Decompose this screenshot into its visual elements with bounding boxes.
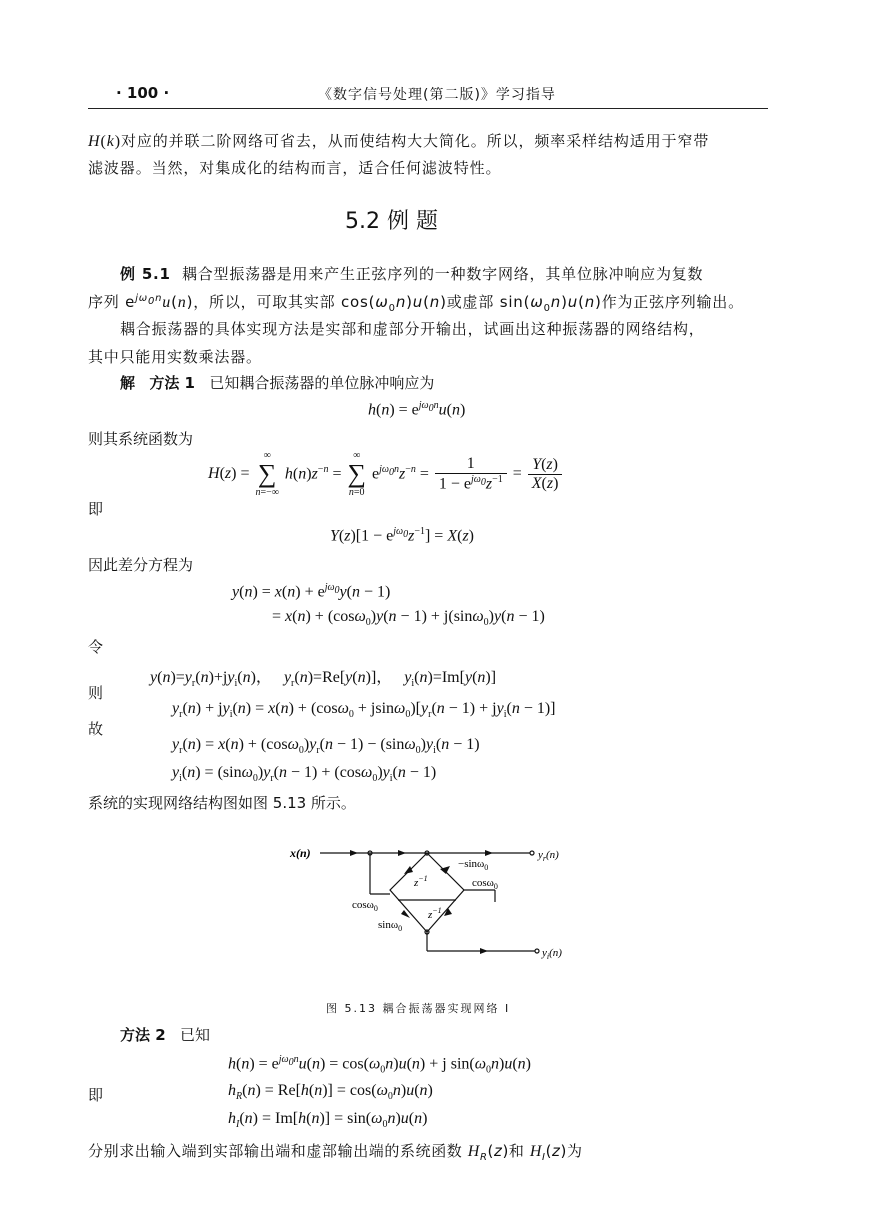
label-xn: x(n) [290,846,311,860]
label-yi: $y_i(n)$ [542,947,562,961]
method1-label: 方法 1 [149,374,195,392]
example-line-2: 序列 $e^{j\omega_0n}u(n)$，所以，可取其实部 $\cos(\omega_0n)u(n)$或虚部 $\sin(\omega_0n)u(n)$作为正弦序列输出。 [88,293,744,314]
final-line: 分别求出输入端到实部输出端和虚部输出端的系统函数 $H_R(z)$和 $H_I(z)$为 [88,1142,583,1163]
method1-text: 已知耦合振荡器的单位脉冲响应为 [209,374,435,392]
diff-text: 因此差分方程为 [88,556,194,574]
yi-output-node [535,949,539,953]
label-cos-right: cosω$_0$ [472,877,498,891]
eq-m2-hi: $h_I(n) = Im[h(n)] = \sin(\omega_0n)u(n)$ [228,1110,428,1131]
intro-line-2: 滤波器。当然，对集成化的结构而言，适合任何滤波特性。 [88,159,502,177]
ling: 令 [88,638,104,656]
example-line-1 [120,263,703,284]
label-zinv-bottom: $z^{-1}$ [428,906,442,921]
method2-line [120,1024,210,1045]
gu: 故 [88,720,104,738]
eq-m2-hr: $h_R(n) = Re[h(n)] = \cos(\omega_0n)u(n)$ [228,1082,433,1103]
section-title: 5.2 例 题 [345,209,438,234]
yr-output-node [530,851,534,855]
solution-label: 解 [120,374,136,392]
example-text-1: 耦合型振荡器是用来产生正弦序列的一种数字网络，其单位脉冲响应为复数 [181,265,704,283]
method2-label: 方法 2 [120,1026,166,1044]
arrow-yi [480,948,488,954]
eq-impulse: $h(n) = e^{j\omega_0n}u(n)$ [368,400,466,419]
eq-let: $y(n)=y_r(n)+jy_i(n)$， $y_r(n)=Re[y(n)]$， $y_i(n)=Im[y(n)]$ [150,669,497,690]
label-sin-left: sinω$_0$ [378,919,403,933]
solution-line [120,372,434,393]
intro-line-1: H(k)对应的并联二阶网络可省去，从而使结构大大简化。所以，频率采样结构适用于窄带 [88,132,710,150]
eq-diff-2: = x(n) + (cosω$_0$)y(n − 1) + j(sinω$_0$)y(n − 1) [272,608,545,629]
ze: 则 [88,684,104,702]
label-cos-left: cosω$_0$ [352,899,378,913]
eq-then: $y_r(n) + jy_i(n) = x(n) + (\cos\omega_0 + jsin\omega_0)[y_r(n - 1) + jy_i(n - 1)]$ [172,700,556,721]
eq-yz: $Y(z)[1 - e^{j\omega_0}z^{-1}] = X(z)$ [330,526,474,545]
figure-network-diagram [280,836,580,966]
arrow-input [350,850,358,856]
eq-m2-h: $h(n) = e^{j\omega_0n}u(n) = \cos(\omega_0n)u(n) + j$ $\sin(\omega_0n)u(n)$ [228,1054,531,1076]
header-rule [88,108,768,109]
ji-2: 即 [88,1086,104,1104]
page-number: · 100 · [116,84,170,102]
diamond-lattice [390,853,464,932]
sysfunc-text: 则其系统函数为 [88,430,194,448]
arrow-diag-1 [404,866,413,874]
ji-1: 即 [88,500,104,518]
label-yr: $y_r(n)$ [538,849,559,863]
example-line-3: 耦合振荡器的具体实现方法是实部和虚部分开输出，试画出这种振荡器的网络结构， [120,320,705,338]
figure-caption: 图 5.13 耦合振荡器实现网络 I [326,1002,511,1015]
label-neg-sin: −sinω$_0$ [458,858,489,872]
book-title: 《数字信号处理(第二版)》学习指导 [318,87,556,103]
arrow-mid [398,850,406,856]
eq-sysfunc: H(z) = ∞ ∑ n=−∞ $h(n)z^{-n}$ = ∞ ∑ n=0 $e^{j\omega_0n}z^{-n}$ = $\frac{1}{1 - e^{j\omega_0}z^{-1}}$ = $\frac{Y(z)}{X(z)}$ [208,450,562,498]
label-zinv-top: $z^{-1}$ [414,874,428,889]
example-label: 例 5.1 [120,265,171,283]
method2-text: 已知 [179,1026,210,1044]
arrow-yr [485,850,493,856]
eq-yi: $y_i(n) = (\sin\omega_0)y_r(n - 1) + (\cos\omega_0)y_i(n - 1)$ [172,764,437,785]
eq-yr: $y_r(n) = x(n) + (\cos\omega_0)y_r(n - 1) - (\sin\omega_0)y_i(n - 1)$ [172,736,480,757]
example-line-4: 其中只能用实数乘法器。 [88,348,262,366]
fig-ref: 系统的实现网络结构图如图 5.13 所示。 [88,794,356,812]
eq-diff-1: $y(n) = x(n) + e^{j\omega_0}y(n - 1)$ [232,582,391,601]
